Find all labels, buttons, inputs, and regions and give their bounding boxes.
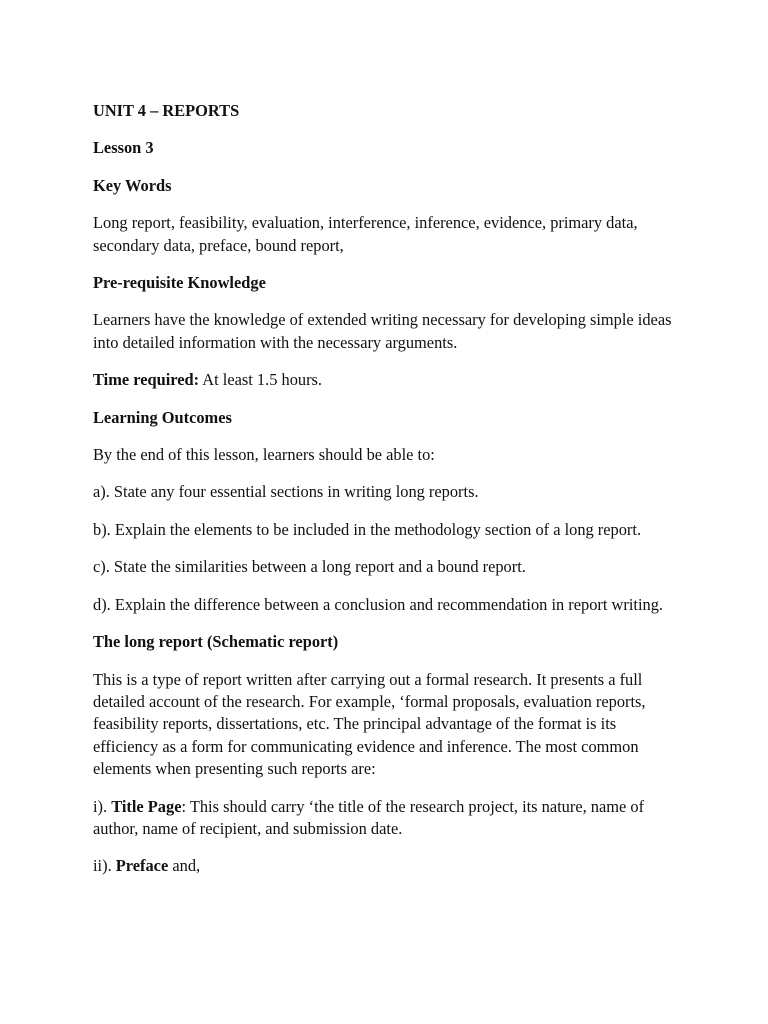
element-prefix: i). xyxy=(93,796,112,816)
key-words-text: Long report, feasibility, evaluation, interference, inference, evidence, primary data, secondary data, preface, bound report, xyxy=(93,213,638,255)
document-page xyxy=(93,100,683,893)
outcome-item: c). State the similarities between a long report and a bound report. xyxy=(93,557,526,577)
unit-title: UNIT 4 – REPORTS xyxy=(93,101,240,120)
element-text: and, xyxy=(168,856,201,876)
time-required xyxy=(93,369,683,391)
outcome-item: d). Explain the difference between a conclusion and recommendation in report writing. xyxy=(93,594,663,614)
long-report-heading: The long report (Schematic report) xyxy=(93,632,339,652)
outcomes-heading: Learning Outcomes xyxy=(93,407,232,427)
element-item xyxy=(93,796,683,841)
element-term: Title Page xyxy=(111,796,182,816)
time-required-label: Time required: xyxy=(93,370,200,390)
element-text: : This should carry ‘the title of the research project, its nature, name of author, name of recipient, and submission date. xyxy=(93,796,645,838)
prereq-text: Learners have the knowledge of extended writing necessary for developing simple ideas into detailed information with the necessary arguments. xyxy=(93,310,672,352)
key-words-heading: Key Words xyxy=(93,175,172,195)
prereq-heading: Pre-requisite Knowledge xyxy=(93,273,266,293)
outcomes-intro: By the end of this lesson, learners should be able to: xyxy=(93,445,435,465)
time-required-value: At least 1.5 hours. xyxy=(199,370,323,390)
outcome-item: a). State any four essential sections in writing long reports. xyxy=(93,482,479,502)
element-prefix: ii). xyxy=(93,856,116,876)
lesson-title: Lesson 3 xyxy=(93,138,154,158)
outcome-item: b). Explain the elements to be included in the methodology section of a long report. xyxy=(93,519,642,539)
element-item xyxy=(93,855,683,877)
long-report-text: This is a type of report written after carrying out a formal research. It presents a full detailed account of the research. For example, ‘formal proposals, evaluation reports, feasibility reports, dissertations, etc. The principal advantage of the format is its efficiency as a form for communicating evidence and inference. The most common elements when presenting such reports are: xyxy=(93,669,646,779)
element-term: Preface xyxy=(115,856,169,876)
